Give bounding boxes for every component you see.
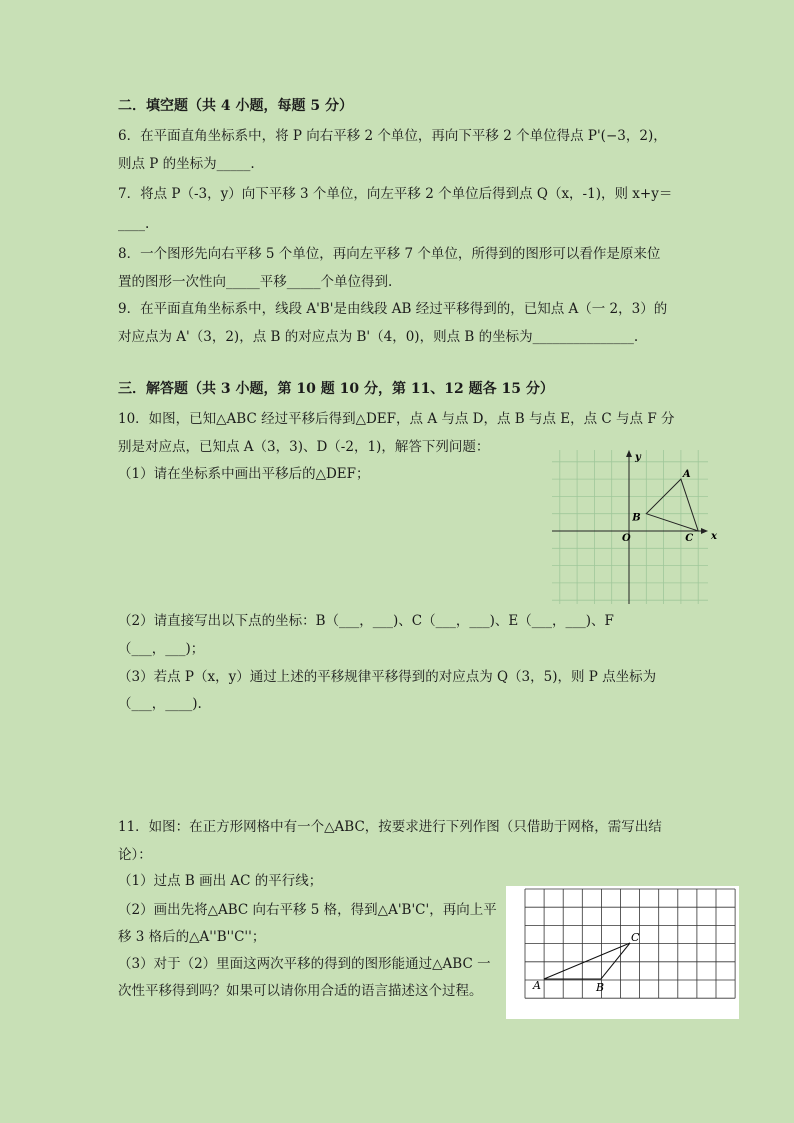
q11-part2-line2: 移 3 格后的△A''B''C''； xyxy=(118,929,266,945)
q10-line2: 别是对应点，已知点 A（3，3)、D（-2，1)，解答下列问题： xyxy=(118,439,490,455)
point-b-label: B xyxy=(596,981,605,994)
q11-part3-line2: 次性平移得到吗？如果可以请你用合适的语言描述这个过程。 xyxy=(118,983,483,999)
q10-part1: （1）请在坐标系中画出平移后的△DEF； xyxy=(118,466,370,482)
y-axis-arrow-icon xyxy=(626,450,632,457)
origin-label: O xyxy=(622,533,631,544)
triangle-abc xyxy=(646,479,698,531)
q10-part3-line2: （___，____). xyxy=(118,696,202,712)
q10-line1: 10．如图，已知△ABC 经过平移后得到△DEF，点 A 与点 D，点 B 与点 E，点 C 与点 F 分 xyxy=(118,411,675,427)
square-grid-svg xyxy=(506,886,739,1019)
q11-part1: （1）过点 B 画出 AC 的平行线； xyxy=(118,873,323,889)
q11-part3-line1: （3）对于（2）里面这两次平移的得到的图形能通过△ABC 一 xyxy=(118,956,491,972)
x-axis-arrow-icon xyxy=(701,528,708,534)
point-c-label: C xyxy=(631,931,640,944)
q7-line1: 7．将点 P（-3，y）向下平移 3 个单位，向左平移 2 个单位后得到点 Q（x，-1)，则 x+y＝ xyxy=(118,186,673,202)
point-b-label: B xyxy=(632,512,641,524)
q10-part2-line1: （2）请直接写出以下点的坐标：B（___，___)、C（___，___)、E（___，___)、F xyxy=(118,613,614,629)
coordinate-grid-svg xyxy=(552,450,717,604)
y-axis-label: y xyxy=(635,452,641,463)
q11-part2-line1: （2）画出先将△ABC 向右平移 5 格，得到△A'B'C'，再向上平 xyxy=(118,902,497,918)
x-axis-label: x xyxy=(711,531,717,542)
triangle-abc xyxy=(544,943,630,979)
q11-line1: 11．如图：在正方形网格中有一个△ABC，按要求进行下列作图（只借助于网格，需写出结 xyxy=(118,819,662,835)
square-grid-figure xyxy=(506,886,739,1019)
q10-part2-line2: （___，___)； xyxy=(118,641,205,657)
section3-heading: 三．解答题（共 3 小题，第 10 题 10 分，第 11、12 题各 15 分） xyxy=(118,381,554,397)
q7-line2: ____. xyxy=(118,216,150,232)
point-c-label: C xyxy=(685,533,694,544)
q8-line2: 置的图形一次性向_____平移_____个单位得到. xyxy=(118,274,393,290)
q10-part3-line1: （3）若点 P（x，y）通过上述的平移规律平移得到的对应点为 Q（3，5)，则 P 点坐标为 xyxy=(118,669,657,685)
point-a-label: A xyxy=(682,469,691,481)
q6-line2: 则点 P 的坐标为_____. xyxy=(118,156,255,172)
point-a-label: A xyxy=(533,979,541,992)
section2-heading: 二．填空题（共 4 小题，每题 5 分） xyxy=(118,98,353,114)
q11-line2: 论）： xyxy=(118,847,152,863)
q9-line1: 9．在平面直角坐标系中，线段 A'B'是由线段 AB 经过平移得到的，已知点 A（一 2，3）的 xyxy=(118,301,668,317)
q6-line1: 6．在平面直角坐标系中，将 P 向右平移 2 个单位，再向下平移 2 个单位得点 P'(−3，2)， xyxy=(118,128,667,144)
q8-line1: 8．一个图形先向右平移 5 个单位，再向左平移 7 个单位，所得到的图形可以看作是原来位 xyxy=(118,246,661,262)
q9-line2: 对应点为 A'（3，2)，点 B 的对应点为 B'（4，0)，则点 B 的坐标为_______________. xyxy=(118,329,639,345)
coordinate-grid-figure xyxy=(552,450,717,604)
